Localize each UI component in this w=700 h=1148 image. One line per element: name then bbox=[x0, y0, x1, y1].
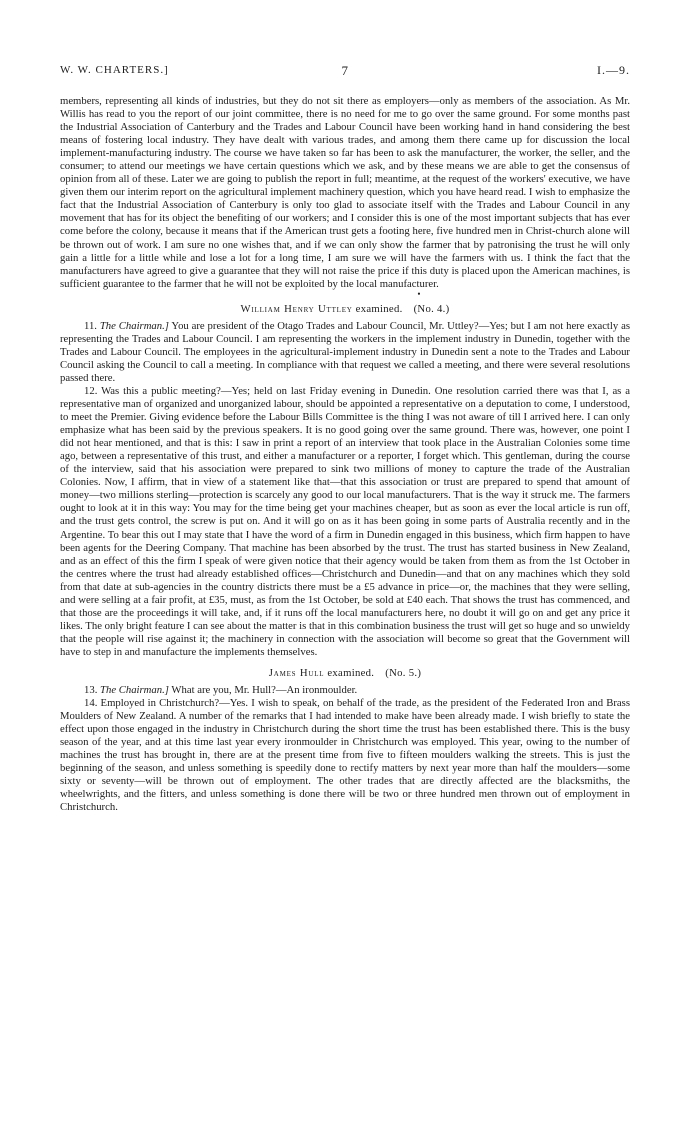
speaker-label: The Chairman.] bbox=[100, 684, 169, 697]
witness-number: (No. 5.) bbox=[385, 666, 422, 679]
witness-name: William Henry Uttley bbox=[240, 302, 353, 315]
speaker-label: The Chairman.] bbox=[99, 319, 169, 332]
question-13 bbox=[60, 684, 630, 697]
separator-dot: • bbox=[417, 288, 421, 299]
question-text: You are president of the Otago Trades and Labour Council, Mr. Uttley?—Yes; but I am not here exactly as representing the Trades and Labour Council. I am representing the workers in the implement industry in Dunedin, together with the Trades and Labour Council. The employees in the agricultural-implement industry in Dunedin sent a note to the Trades and Labour Council asking the Council to call a meeting. In compliance with that request we called a meeting, and there were several resolutions passed there. bbox=[60, 319, 630, 384]
witness-heading-uttley bbox=[60, 303, 630, 316]
witness-name: James Hull bbox=[268, 666, 325, 679]
witness-heading-hull bbox=[60, 667, 630, 680]
header-witness-name: W. W. CHARTERS.] bbox=[60, 64, 169, 76]
page-number: 7 bbox=[341, 63, 349, 78]
witness-examined-label: examined. bbox=[327, 666, 375, 679]
document-body bbox=[60, 95, 630, 814]
question-11 bbox=[60, 320, 630, 385]
document-reference: I.—9. bbox=[597, 63, 630, 77]
page-header bbox=[60, 64, 630, 80]
question-number: 11. bbox=[84, 319, 97, 332]
witness-examined-label: examined. bbox=[355, 302, 403, 315]
question-text: What are you, Mr. Hull?—An ironmoulder. bbox=[171, 684, 358, 697]
question-number: 13. bbox=[84, 684, 98, 697]
paragraph-charters-continued: members, representing all kinds of industries, but they do not sit there as employers—only as members of the association. As Mr. Willis has read to you the report of our joint committee, there is no need for me to go over the same ground. For some months past the Industrial Association of Canterbury and the Trades and Labour Council have been working hand in hand considering the best means of fostering local industry. They have dealt with various trades, and among them there came up for discussion the local implement-manufacturing industry. The course we have taken so far has been to ask the manufacturer, the worker, the seller, and the consumer; to attend our meetings we have certain questions which we ask, and by these means we are able to get the consensus of opinion from all of these. Later we are going to publish the report in full; meantime, at the request of the workers' executive, we have given them our interim report on the agricultural implement machinery question, which you have heard read. I wish to emphasize the fact that the Industrial Association of Canterbury is only too glad to associate itself with the Trades and Labour Council in any movement that has for its object the benefiting of our workers; and I consider this is one of the most important subjects that has ever come before the colony, because it means that if the American trust gets a footing here, five hundred men in Christ-church alone will be thrown out of work. I am sure no one wishes that, and if we can only show the farmer that by patronising the trust he will only gain a little for a little while and lose a lot for a long time, I am sure we will have the farmers with us. I think the fact that the manufacturers have agreed to give a guarantee that they will not raise the price if this duty is placed upon the American machines, is sufficient guarantee to the farmer that he will not be exploited by the local manufacturer. bbox=[60, 95, 630, 290]
witness-number: (No. 4.) bbox=[413, 302, 450, 315]
question-12: 12. Was this a public meeting?—Yes; held on last Friday evening in Dunedin. One resolution carried there was that I, as a representative man of organized and unorganized labour, should be appointed a representative on a deputation to come, I understood, to meet the Premier. Giving evidence before the Labour Bills Committee is the thing I was not aware of till I arrived here. I can only emphasize what has been said by the previous speakers. It is no good going over the same ground. There was, however, one point I did not hear mentioned, and that is this: I saw in print a report of an interview that took place in the Australian Colonies some time ago, between a representative of this trust, and either a manufacturer or a reporter, I forget which. This gentleman, during the course of the interview, said that his association were prepared to sink two millions of money to capture the trade of the Australian Colonies. Now, I affirm, that in view of a statement like that—that this association or trust are prepared to spend that amount of money—two millions sterling—protection is scarcely any good to our local manufacturers. That is the way it struck me. The farmers ought to look at it in this way: You may for the time being get your machines cheaper, but as soon as ever the local article is run off, and the trust gets control, the screw is put on. And it will go on as it has been going in some parts of Australia recently and in the Argentine. To bear this out I may state that I have the word of a firm in Dunedin engaged in this business, which firm happen to have been agents for the Deering Company. That machine has been absorbed by the trust. The trust has started business in New Zealand, and as an effect of this the firm I speak of were given notice that their agency would be taken from them as from the 1st October in the centres where the trust had already established offices—Christchurch and Dunedin—and that on any machines which they sold from that date at sub-agencies in the country districts there must be a £5 advance in price—or, the machines that they were selling, and were selling at a fair profit, at £35, must, as from the 1st October, be sold at £40 each. That shows the trust has commenced, and that those are the proceedings it will take, and, if it runs off the local manufacturers here, no doubt it will go on and get any price it likes. The only bright feature I can see about the matter is that in this combination business the trust will get so huge and so unwieldy that the people will rise against it; the machinery in connection with the association will become so great that the Government will have to step in and manufacture the implements themselves. bbox=[60, 384, 630, 658]
question-14: 14. Employed in Christchurch?—Yes. I wish to speak, on behalf of the trade, as the president of the Federated Iron and Brass Moulders of New Zealand. A number of the remarks that I had intended to make have been already made. I wish briefly to state the effect upon those engaged in the industry in Christchurch during the short time the trust has been established there. This is the busy season of the year, and at this time last year every ironmoulder in Christchurch was employed. This year, owing to the number of machines the trust has brought in, there are at the present time from five to fifteen moulders walking the streets. This is just the beginning of the season, and unless something is speedily done to rectify matters by next year more than half the moulders—some sixty or seventy—will be thrown out of employment. The other trades that are directly affected are the blacksmiths, the wheelwrights, and the fitters, and unless something is done there will be two or three hundred men thrown out of employment in Christchurch. bbox=[60, 697, 630, 814]
